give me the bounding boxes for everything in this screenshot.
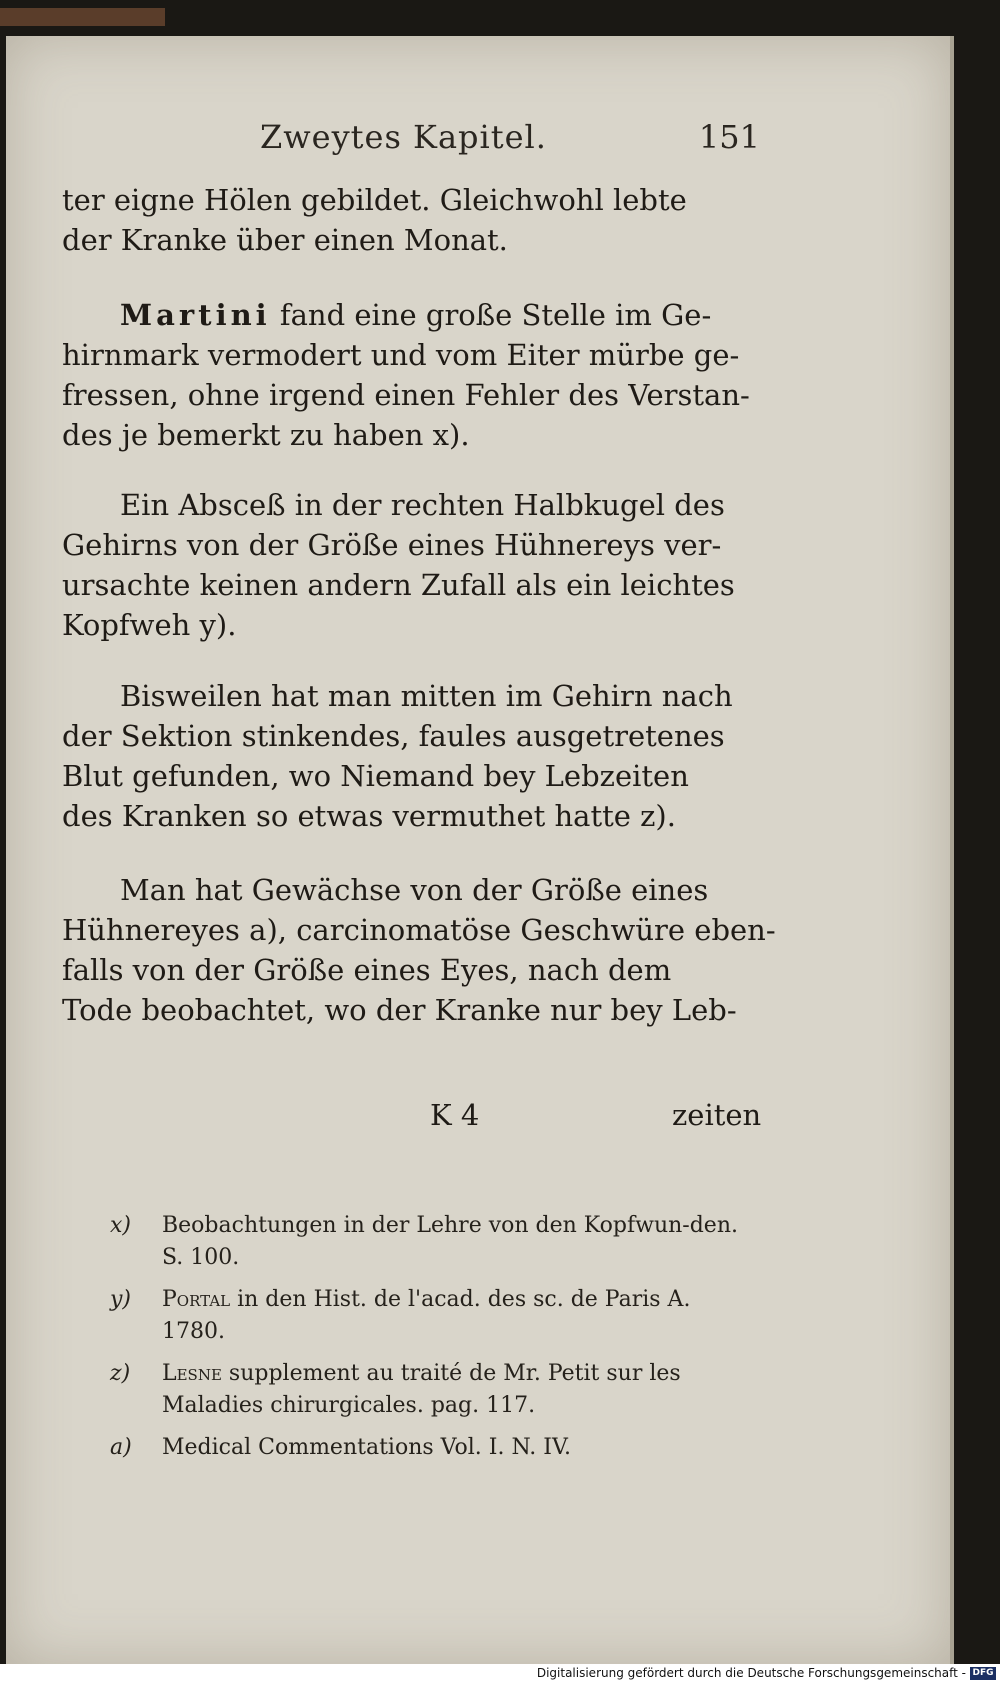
footnotes	[110, 1210, 760, 1474]
running-header	[260, 118, 760, 162]
book-edge	[0, 8, 165, 26]
text-fragment: fand eine große Stelle im Ge-	[270, 298, 712, 332]
signature-mark: K 4	[430, 1098, 480, 1132]
author-name: Martini	[120, 298, 271, 332]
paragraph-1	[62, 180, 752, 260]
funding-credit: Digitalisierung gefördert durch die Deutsche Forschungsgemeinschaft -	[536, 1666, 966, 1680]
footnote-mark: z)	[110, 1361, 131, 1386]
chapter-title: Zweytes Kapitel.	[260, 118, 547, 156]
text-line: Hühnereyes a), carcinomatöse Geschwüre eben-	[62, 913, 776, 947]
catchword: zeiten	[672, 1098, 762, 1132]
text-line: ter eigne Hölen gebildet. Gleichwohl lebte	[62, 183, 687, 217]
text-line: Ein Absceß in der rechten Halbkugel des	[120, 488, 725, 522]
text-line: ursachte keinen andern Zufall als ein leichtes	[62, 568, 735, 602]
dfg-logo: DFG	[970, 1667, 996, 1680]
footnote-body	[162, 1284, 760, 1348]
footnote-text: Medical Commentations Vol. I. N. IV.	[162, 1435, 572, 1460]
footnote-text: supplement au traité de Mr. Petit sur les Maladies chirurgicales. pag. 117.	[162, 1361, 681, 1418]
footnote-author: Lesne	[162, 1361, 222, 1386]
paragraph-2	[62, 295, 752, 455]
page-number: 151	[698, 118, 760, 156]
footnote-mark: y)	[110, 1287, 132, 1312]
text-line: Man hat Gewächse von der Größe eines	[120, 873, 709, 907]
text-line: des je bemerkt zu haben x).	[62, 418, 470, 452]
footnote-x	[110, 1210, 760, 1274]
paragraph-3	[62, 485, 752, 645]
paragraph-4	[62, 676, 752, 836]
footnote-mark: a)	[110, 1435, 132, 1460]
text-line: der Kranke über einen Monat.	[62, 223, 508, 257]
footnote-text: Beobachtungen in der Lehre von den Kopfwun-den. S. 100.	[162, 1213, 738, 1270]
text-line: des Kranken so etwas vermuthet hatte z).	[62, 799, 676, 833]
text-line	[62, 295, 752, 335]
text-line: Bisweilen hat man mitten im Gehirn nach	[120, 679, 733, 713]
text-line: Blut gefunden, wo Niemand bey Lebzeiten	[62, 759, 689, 793]
footnote-a	[110, 1432, 760, 1464]
footnote-author: Portal	[162, 1287, 231, 1312]
text-line: der Sektion stinkendes, faules ausgetretenes	[62, 719, 725, 753]
text-line: Kopfweh y).	[62, 608, 237, 642]
footnote-z	[110, 1358, 760, 1422]
text-line: fressen, ohne irgend einen Fehler des Verstan-	[62, 378, 750, 412]
footnote-text: in den Hist. de l'acad. des sc. de Paris A. 1780.	[162, 1287, 691, 1344]
text-line: falls von der Größe eines Eyes, nach dem	[62, 953, 672, 987]
paragraph-5	[62, 870, 776, 1030]
credit-bar	[0, 1664, 1000, 1683]
text-line: Gehirns von der Größe eines Hühnereys ver-	[62, 528, 722, 562]
footnote-mark: x)	[110, 1213, 131, 1238]
footnote-body	[162, 1358, 760, 1422]
text-line: hirnmark vermodert und vom Eiter mürbe ge-	[62, 338, 740, 372]
footnote-y	[110, 1284, 760, 1348]
text-line: Tode beobachtet, wo der Kranke nur bey Leb-	[62, 993, 737, 1027]
